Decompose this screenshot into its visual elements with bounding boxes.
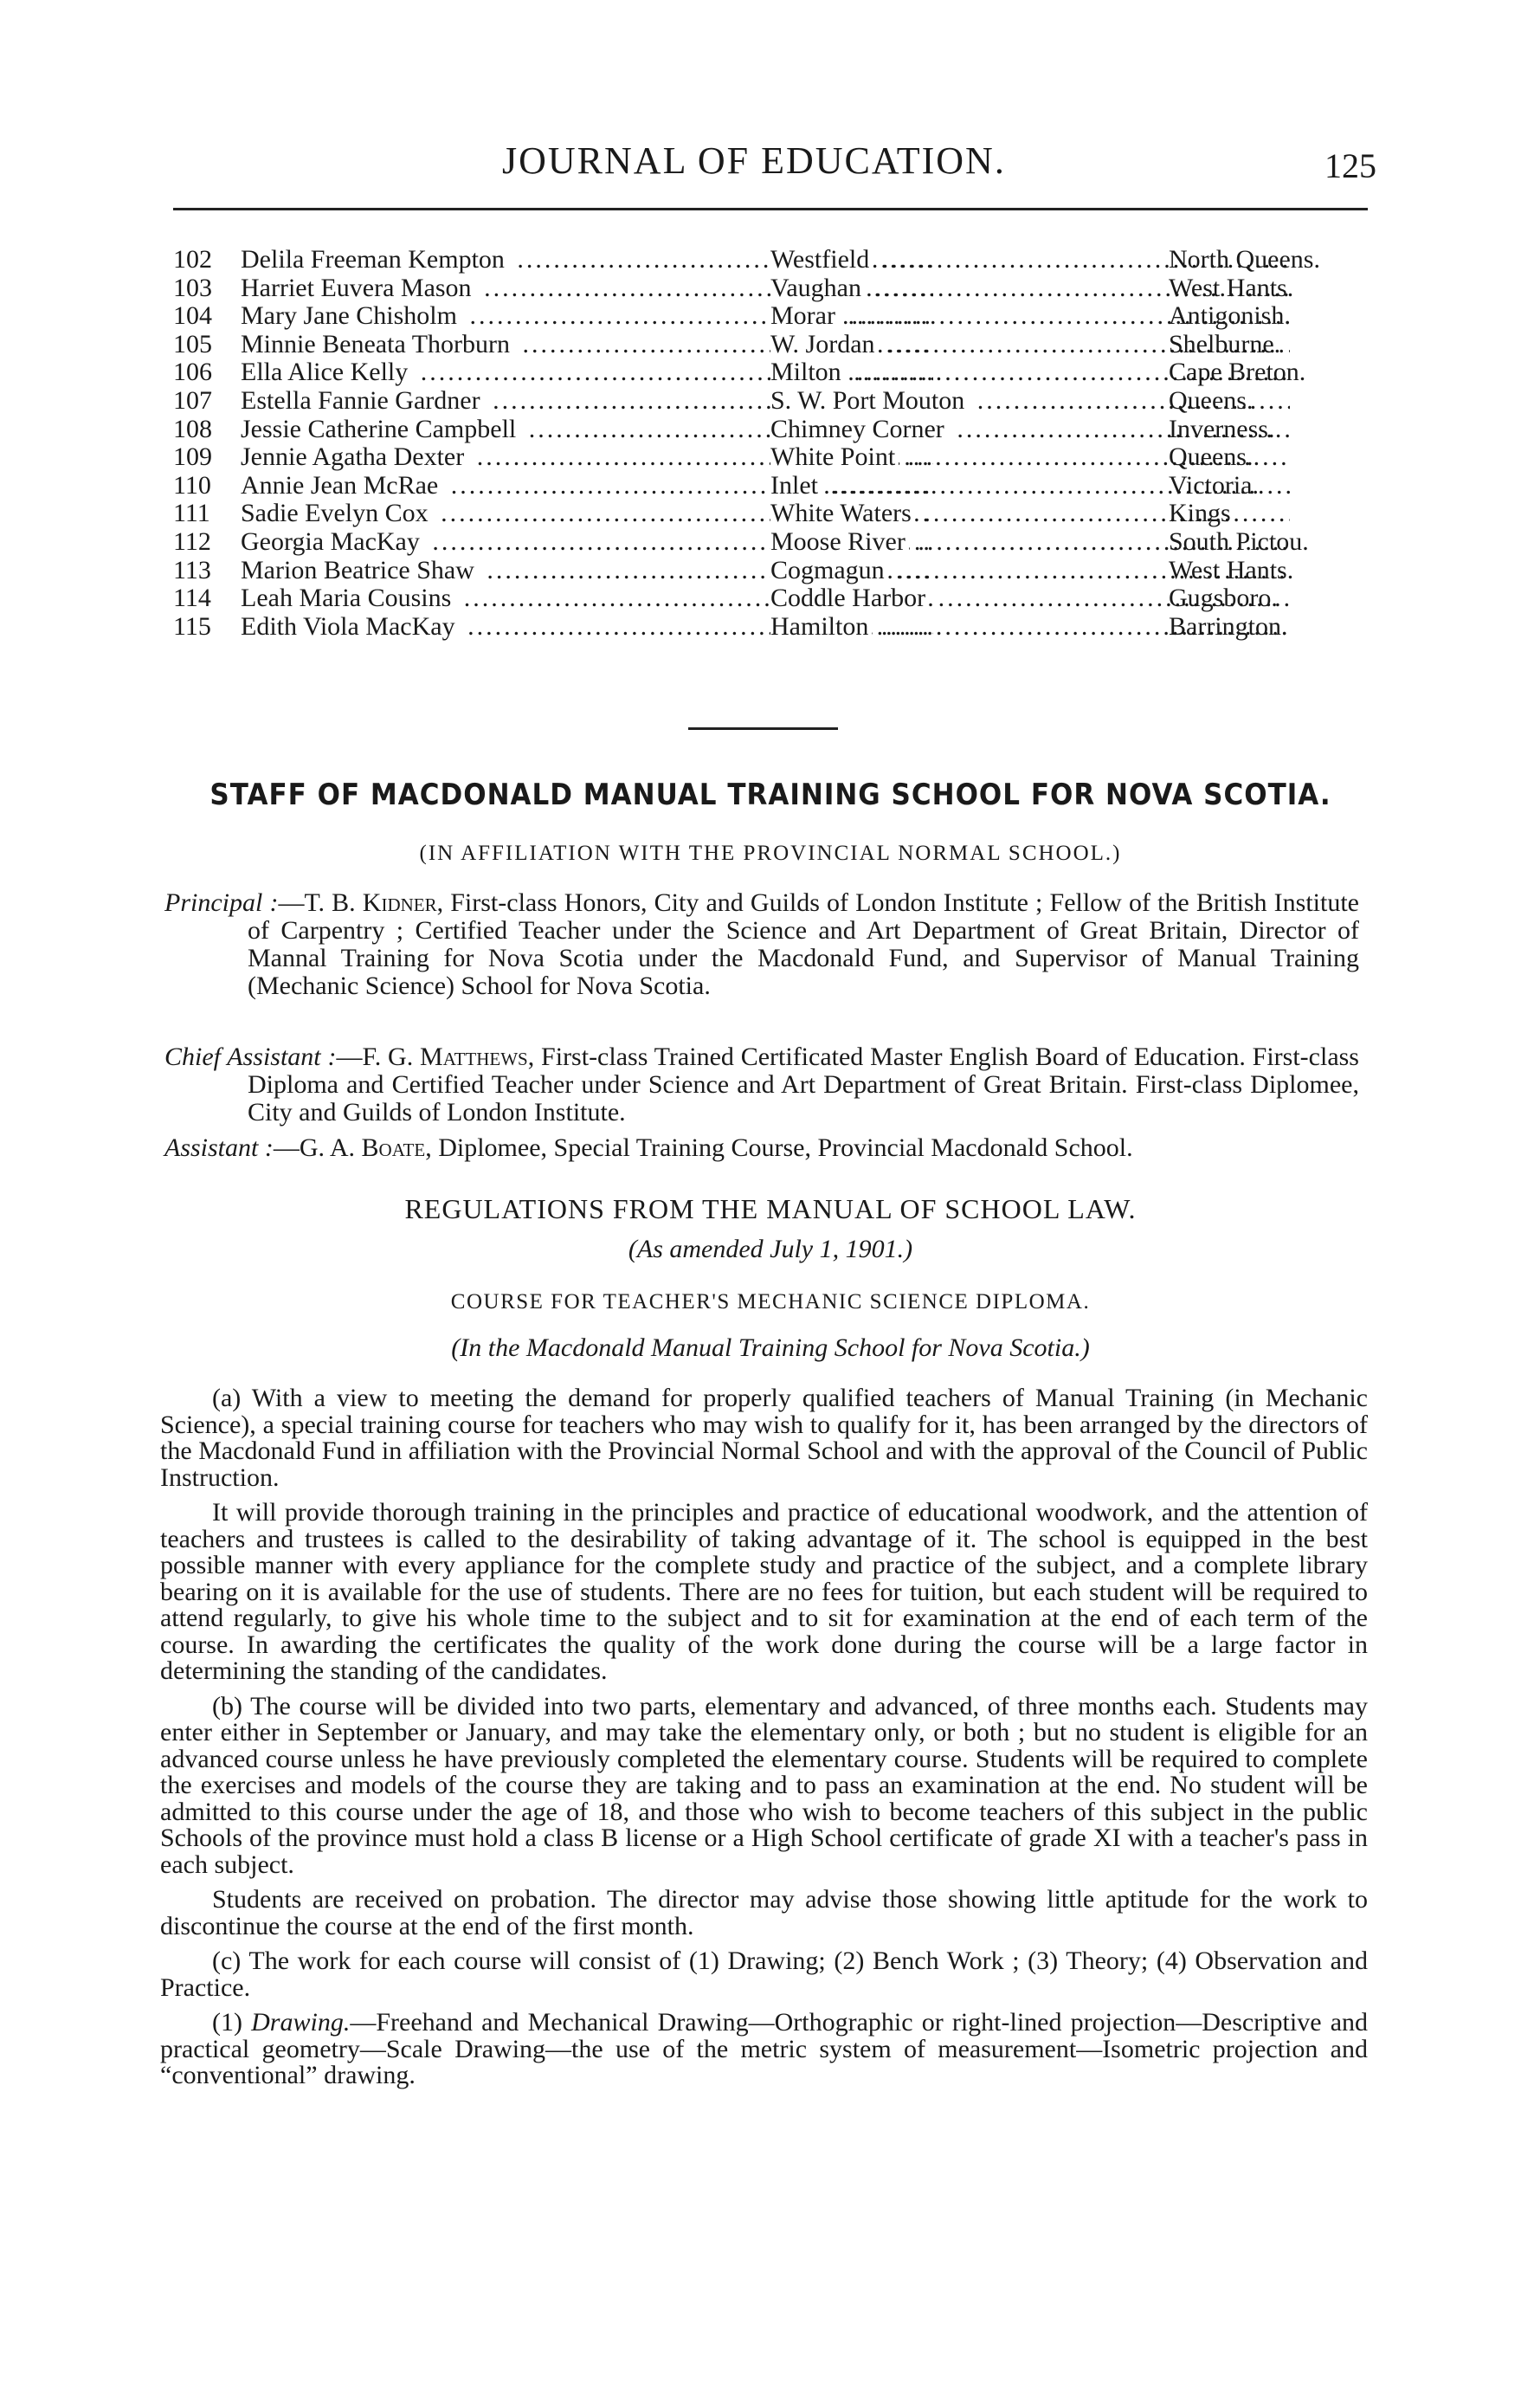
row-number: 102 [173, 245, 212, 274]
running-header [156, 139, 1376, 199]
student-county: Queens. [1169, 442, 1254, 472]
item-text: —Freehand and Mechanical Drawing—Orthographic or right-lined projection—Descriptive and practical geometry—Scale Drawing—the use of the metric system of measurement—Isometric projection and “conventional” drawing. [160, 2008, 1369, 2089]
row-number: 110 [173, 470, 211, 500]
student-county: Shelburne. [1169, 329, 1281, 358]
student-place: W. Jordan ..... [770, 331, 1290, 358]
item-number: (1) [212, 2008, 252, 2037]
student-county: West Hants. [1169, 555, 1294, 584]
paragraph: (a) With a view to meeting the demand for properly qualified teachers of Manual Training (in Mechanic Science), a special training course for teachers who may wish to qualify for it, has been arranged by the directors of the Macdonald Fund in affiliation with the Provincial Normal School and with the approval of the Council of Public Instruction. [160, 1384, 1368, 1492]
staff-credentials: Diplomee, Special Training Course, Provincial Macdonald School. [431, 1133, 1133, 1162]
staff-credentials: First-class Trained Certificated Master English Board of Education. First-class Diploma and Certified Teacher under Science and Art Department of Great Britain. First-class Diplomee, City and Guilds of London Institute. [248, 1043, 1359, 1127]
staff-heading: STAFF OF MACDONALD MANUAL TRAINING SCHOOL FOR NOVA SCOTIA. [209, 778, 1331, 812]
graduate-list [173, 246, 1368, 641]
student-name: Edith Viola MacKay ..... [241, 613, 933, 641]
student-place: Chimney Corner ..... [770, 416, 1290, 443]
student-name: Delila Freeman Kempton ..... [241, 246, 933, 274]
list-item [173, 274, 1368, 303]
student-name: Marion Beatrice Shaw ..... [241, 557, 933, 584]
item-label: Drawing. [251, 2008, 351, 2037]
header-rule [173, 208, 1368, 210]
staff-assistant [164, 1134, 1359, 1162]
regulations-body [160, 1385, 1368, 2098]
student-county: Queens. [1169, 385, 1254, 415]
student-place: Moose River ..... [770, 528, 1290, 556]
student-name: Ella Alice Kelly ..... [241, 358, 933, 386]
amended-date: (As amended July 1, 1901.) [628, 1235, 913, 1263]
staff-role: Principal : [164, 888, 279, 917]
student-place: White Waters ..... [770, 500, 1290, 527]
student-name: Jennie Agatha Dexter ..... [241, 443, 933, 471]
student-county: Victoria. [1169, 470, 1259, 500]
section-divider [760, 727, 838, 730]
journal-title: JOURNAL OF EDUCATION. [502, 139, 1006, 182]
student-place: Westfield ..... [770, 246, 1290, 274]
student-county: West Hants. [1169, 273, 1294, 302]
paragraph: (c) The work for each course will consist of (1) Drawing; (2) Bench Work ; (3) Theory; (4) Observation and Practice. [160, 1946, 1368, 2002]
student-county: South Pictou. [1169, 526, 1309, 556]
staff-chief-assistant [164, 1043, 1359, 1127]
row-number: 104 [173, 301, 212, 331]
student-name: Georgia MacKay ..... [241, 528, 933, 556]
row-number: 106 [173, 358, 212, 387]
student-name: Jessie Catherine Campbell ..... [241, 416, 933, 443]
student-place: Morar ..... [770, 302, 1290, 330]
list-item [173, 613, 1368, 642]
course-heading: COURSE FOR TEACHER'S MECHANIC SCIENCE DIPLOMA. [450, 1290, 1091, 1314]
student-place: S. W. Port Mouton ..... [770, 387, 1290, 415]
student-name: Annie Jean McRae ..... [241, 472, 933, 500]
student-place: Coddle Harbor ..... [770, 584, 1290, 612]
paragraph: Students are received on probation. The director may advise those showing little aptitude for the work to discontinue the course at the end of the first month. [160, 1885, 1368, 1940]
list-item [173, 584, 1368, 613]
regulations-heading: REGULATIONS FROM THE MANUAL OF SCHOOL LAW. [404, 1193, 1137, 1224]
list-item [173, 331, 1368, 359]
student-name: Mary Jane Chisholm ..... [241, 302, 933, 330]
list-item [173, 500, 1368, 528]
row-number: 115 [173, 611, 211, 641]
student-place: Hamilton ..... [770, 613, 1290, 641]
list-item [173, 443, 1368, 472]
staff-role: Assistant : [164, 1133, 274, 1162]
page-number: 125 [1324, 146, 1376, 185]
staff-name: —F. G. Matthews, [336, 1043, 535, 1071]
course-school: (In the Macdonald Manual Training School for Nova Scotia.) [451, 1333, 1090, 1362]
row-number: 112 [173, 526, 211, 556]
student-name: Harriet Euvera Mason ..... [241, 274, 933, 302]
student-place: Vaughan ..... [770, 274, 1290, 302]
staff-name: —T. B. Kidner, [278, 888, 444, 917]
list-item [173, 358, 1368, 387]
student-name: Estella Fannie Gardner ..... [241, 387, 933, 415]
row-number: 114 [173, 584, 211, 613]
paragraph: (b) The course will be divided into two parts, elementary and advanced, of three months each. Students may enter either in September or January, and may take the elementary only, or both ; but no student is eligible for an advanced course unless he have previously completed the elementary course. Students will be required to complete the exercises and models of the course they are taking and to pass an examination at the end. No student will be admitted to this course under the age of 18, and those who wish to become teachers of this subject in the public Schools of the province must hold a class B license or a High School certificate of grade XI with a teacher's pass in each subject. [160, 1691, 1368, 1879]
student-county: Barrington. [1169, 611, 1288, 641]
staff-role: Chief Assistant : [164, 1043, 337, 1071]
staff-credentials: First-class Honors, City and Guilds of London Institute ; Fellow of the British Institute of Carpentry ; Certified Teacher under the Science and Art Department of Great Britain, Director of Mannal Training for Nova Scotia under the Macdonald Fund, and Supervisor of Manual Training (Mechanic Science) School for Nova Scotia. [248, 888, 1359, 1000]
row-number: 109 [173, 442, 212, 472]
student-place: Milton ..... [770, 358, 1290, 386]
student-county: Cape Breton. [1169, 358, 1306, 387]
row-number: 107 [173, 385, 212, 415]
student-county: North Queens. [1169, 245, 1320, 274]
student-place: Cogmagun ..... [770, 557, 1290, 584]
list-item [173, 387, 1368, 416]
student-name: Minnie Beneata Thorburn ..... [241, 331, 933, 358]
list-item [173, 557, 1368, 585]
list-item [173, 528, 1368, 557]
staff-subheading: (IN AFFILIATION WITH THE PROVINCIAL NORMAL SCHOOL.) [419, 842, 1122, 865]
student-place: White Point ..... [770, 443, 1290, 471]
row-number: 105 [173, 329, 212, 358]
paragraph: It will provide thorough training in the principles and practice of educational woodwork, and the attention of teachers and trustees is called to the desirability of taking advantage of it. The school is equipped in the best possible manner with every appliance for the complete study and practice of the subject, and a complete library bearing on it is available for the use of students. There are no fees for tuition, but each student will be required to attend regularly, to give his whole time to the subject and to sit for examination at the end of each term of the course. In awarding the certificates the quality of the work done during the course will be a large factor in determining the standing of the candidates. [160, 1498, 1368, 1685]
row-number: 108 [173, 414, 212, 443]
student-place: Inlet ..... [770, 472, 1290, 500]
row-number: 111 [173, 499, 210, 528]
paragraph-drawing [160, 2010, 1368, 2089]
student-county: Antigonish. [1169, 301, 1291, 331]
list-item [173, 472, 1368, 500]
student-county: Gugsboro. [1169, 584, 1278, 613]
row-number: 113 [173, 555, 211, 584]
student-name: Leah Maria Cousins ..... [241, 584, 933, 612]
list-item [173, 302, 1368, 331]
student-county: Kings [1169, 499, 1231, 528]
student-county: Inverness. [1169, 414, 1275, 443]
list-item [173, 246, 1368, 274]
student-name: Sadie Evelyn Cox ..... [241, 500, 933, 527]
row-number: 103 [173, 273, 212, 302]
section-divider [688, 727, 766, 730]
list-item [173, 416, 1368, 444]
staff-principal [164, 889, 1359, 1000]
staff-name: —G. A. Boate, [273, 1133, 432, 1162]
